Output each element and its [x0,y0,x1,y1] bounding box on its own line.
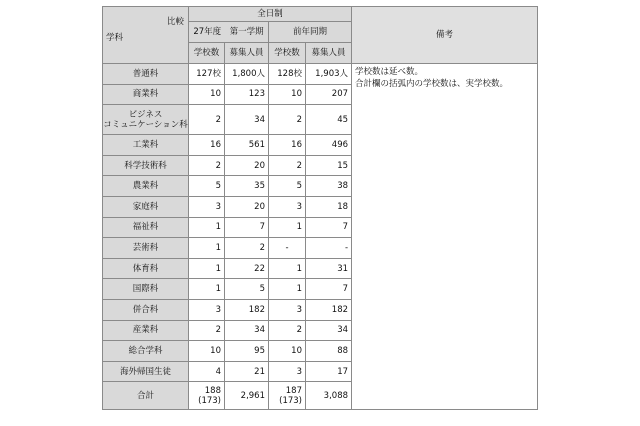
schools-prev-cell: 2 [269,320,306,341]
subject-cell: 普通科 [103,64,189,85]
recruits-prev-cell: 34 [306,320,352,341]
total-schools-prev: 187 [285,385,302,396]
recruits-prev-cell: 38 [306,176,352,197]
subject-cell: 科学技術科 [103,155,189,176]
total-recruits-prev-cell: 3,088 [306,382,352,410]
recruits-prev-cell: 496 [306,135,352,156]
schools-header-prev: 学校数 [269,43,306,64]
schools-prev-cell: 1 [269,258,306,279]
full-day-header: 全日制 [189,7,352,22]
recruits-prev-cell: 88 [306,341,352,362]
schools-prev-cell: 16 [269,135,306,156]
schools-27-cell: 2 [189,105,225,135]
note-line-1: 学校数は延べ数。 [355,67,424,77]
total-schools-27-real: (173) [198,395,221,406]
subject-cell: 海外帰国生徒 [103,361,189,382]
recruits-prev-cell: 31 [306,258,352,279]
recruits-header-prev: 募集人員 [306,43,352,64]
schools-27-cell: 2 [189,320,225,341]
notes-header: 備考 [352,7,538,64]
schools-27-cell: 1 [189,217,225,238]
recruits-27-cell: 1,800人 [225,64,269,85]
subject-cell: 体育科 [103,258,189,279]
subject-cell: 家庭科 [103,196,189,217]
recruits-prev-cell: - [306,238,352,259]
recruits-27-cell: 34 [225,320,269,341]
schools-prev-cell: 2 [269,105,306,135]
corner-header-cell [103,7,189,64]
subject-line-2: コミュニケーション科 [103,119,188,130]
corner-subject-label: 学科 [106,33,124,43]
recruits-27-cell: 21 [225,361,269,382]
recruits-27-cell: 20 [225,196,269,217]
schools-27-cell: 5 [189,176,225,197]
subject-line-1: ビジネス [128,109,163,120]
recruits-prev-cell: 18 [306,196,352,217]
recruits-prev-cell: 7 [306,217,352,238]
recruits-prev-cell: 7 [306,279,352,300]
total-schools-prev-cell [269,382,306,410]
recruits-27-cell: 95 [225,341,269,362]
schools-prev-cell: 3 [269,361,306,382]
total-schools-prev-real: (173) [279,395,302,406]
recruits-27-cell: 123 [225,84,269,105]
recruits-prev-cell: 1,903人 [306,64,352,85]
schools-27-cell: 10 [189,341,225,362]
schools-27-cell: 16 [189,135,225,156]
total-schools-27-cell [189,382,225,410]
recruits-prev-cell: 207 [306,84,352,105]
corner-compare-label: 比較 [166,17,184,27]
schools-prev-cell: 2 [269,155,306,176]
schools-prev-cell: 1 [269,279,306,300]
recruits-header-27: 募集人員 [225,43,269,64]
schools-prev-cell: 5 [269,176,306,197]
recruits-27-cell: 22 [225,258,269,279]
recruits-prev-cell: 45 [306,105,352,135]
recruits-prev-cell: 15 [306,155,352,176]
schools-27-cell: 1 [189,258,225,279]
this-year-header: 27年度 第一学期 [189,22,269,43]
recruits-prev-cell: 17 [306,361,352,382]
recruits-27-cell: 5 [225,279,269,300]
subject-cell: 併合科 [103,299,189,320]
schools-27-cell: 1 [189,238,225,259]
subject-cell: 商業科 [103,84,189,105]
schools-prev-cell: 10 [269,84,306,105]
schools-27-cell: 1 [189,279,225,300]
schools-prev-cell: - [269,238,306,259]
schools-27-cell: 2 [189,155,225,176]
recruits-27-cell: 561 [225,135,269,156]
notes-cell [352,64,538,410]
schools-27-cell: 10 [189,84,225,105]
note-line-2: 合計欄の括弧内の学校数は、実学校数。 [355,79,509,89]
total-label-cell: 合計 [103,382,189,410]
recruits-prev-cell: 182 [306,299,352,320]
recruits-27-cell: 35 [225,176,269,197]
schools-27-cell: 3 [189,196,225,217]
subject-cell: 工業科 [103,135,189,156]
schools-prev-cell: 128校 [269,64,306,85]
recruits-27-cell: 182 [225,299,269,320]
schools-header-27: 学校数 [189,43,225,64]
total-schools-27: 188 [204,385,221,396]
recruits-27-cell: 7 [225,217,269,238]
schools-prev-cell: 3 [269,299,306,320]
subject-cell: 産業科 [103,320,189,341]
schools-27-cell: 4 [189,361,225,382]
schools-27-cell: 127校 [189,64,225,85]
schools-27-cell: 3 [189,299,225,320]
recruits-27-cell: 2 [225,238,269,259]
total-recruits-27-cell: 2,961 [225,382,269,410]
subject-cell [103,105,189,135]
schools-prev-cell: 10 [269,341,306,362]
schools-prev-cell: 3 [269,196,306,217]
subject-cell: 芸術科 [103,238,189,259]
enrollment-table [102,6,538,410]
subject-cell: 福祉科 [103,217,189,238]
subject-cell: 総合学科 [103,341,189,362]
recruits-27-cell: 34 [225,105,269,135]
schools-prev-cell: 1 [269,217,306,238]
subject-cell: 農業科 [103,176,189,197]
recruits-27-cell: 20 [225,155,269,176]
subject-cell: 国際科 [103,279,189,300]
last-year-header: 前年同期 [269,22,352,43]
table-row [103,64,538,85]
